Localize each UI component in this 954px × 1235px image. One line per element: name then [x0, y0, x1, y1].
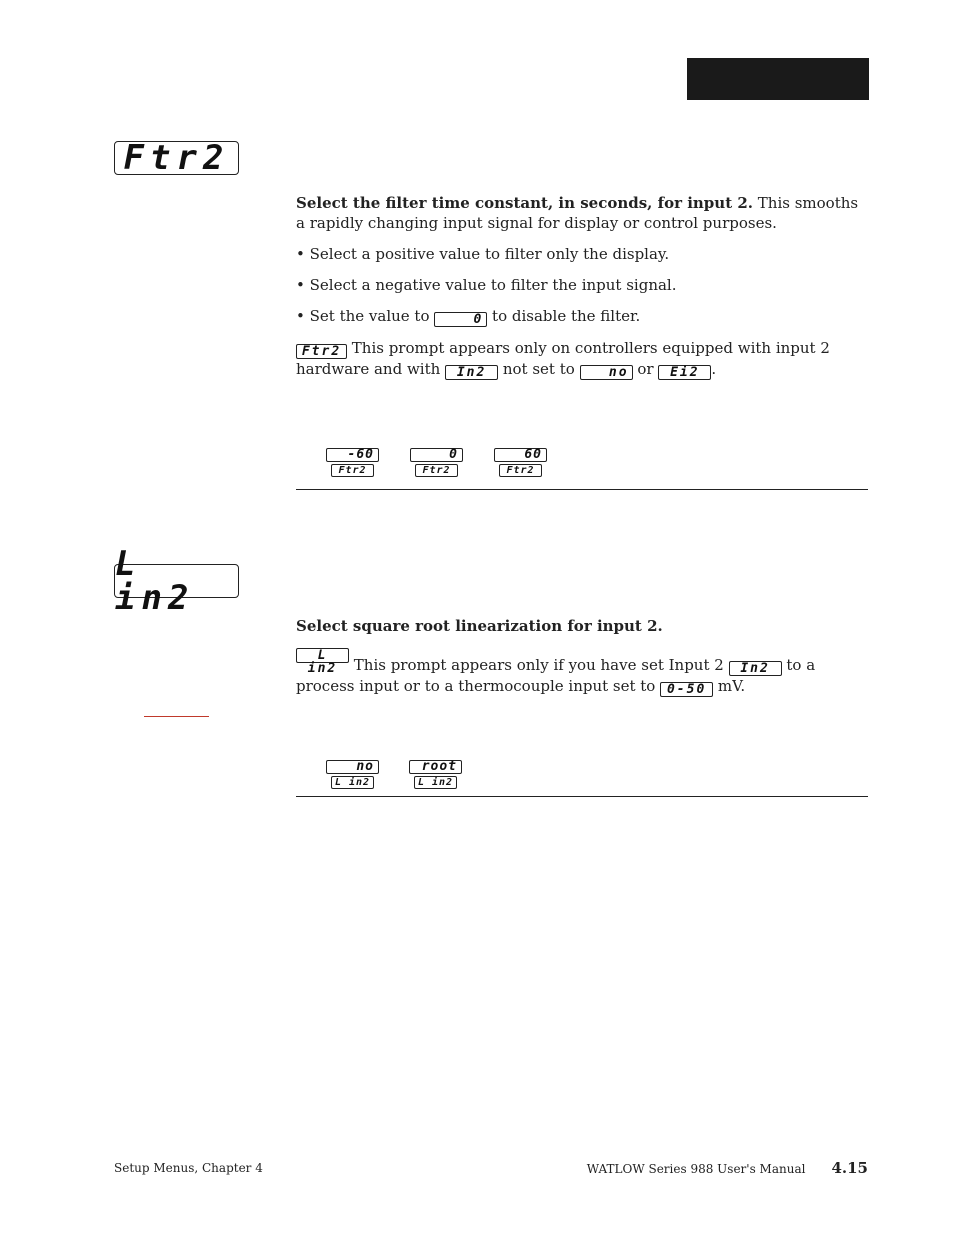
zero-value-display: 0 [434, 312, 487, 327]
ftr2-note-text3: or [637, 360, 654, 378]
example-bottom-display: L in2 [414, 776, 457, 789]
example-bottom-display: Ftr2 [415, 464, 458, 477]
ftr2-example-1 [326, 448, 379, 477]
ftr2-example-3 [494, 448, 547, 477]
footer-chapter: Setup Menus, Chapter 4 [114, 1161, 263, 1175]
lin2-display: L in2 [114, 564, 239, 598]
bullet-zero-pre: • Set the value to [296, 307, 430, 325]
footer-right [587, 1159, 868, 1177]
ftr2-intro [296, 193, 868, 233]
ftr2-example-2 [410, 448, 463, 477]
lin2-description [296, 616, 868, 697]
in2-display: In2 [445, 365, 498, 380]
lin2-note [296, 648, 868, 697]
ftr2-note [296, 338, 868, 380]
lin2-intro-bold: Select square root linearization for input 2. [296, 617, 663, 635]
lin2-note-text1: This prompt appears only if you have set Input 2 [353, 656, 724, 674]
lin2-note-text2: to a process input or to a thermocouple input set to [296, 656, 816, 695]
ftr2-bullet-zero [296, 306, 868, 327]
bullet-zero-post: to disable the filter. [492, 307, 641, 325]
lin2-example-2 [409, 760, 462, 789]
example-top-display: no [326, 760, 379, 774]
footer-manual-title: WATLOW Series 988 User's Manual [586, 1162, 806, 1176]
lin2-note-text3: mV. [717, 677, 746, 695]
example-top-display: root [409, 760, 462, 774]
lin2-example-1 [326, 760, 379, 789]
example-top-display: 60 [494, 448, 547, 462]
red-rule [144, 716, 209, 717]
ftr2-intro-rest: This smooths a rapidly changing input signal for display or control purposes. [296, 194, 859, 232]
ftr2-description [296, 193, 868, 380]
lin2-note-display: L in2 [296, 648, 349, 663]
page-number: 4.15 [831, 1159, 868, 1177]
ftr2-bullet-negative: • Select a negative value to filter the input signal. [296, 276, 677, 294]
no-display: no [580, 365, 633, 380]
section-divider [296, 489, 868, 490]
section-divider [296, 796, 868, 797]
ftr2-note-text2: not set to [502, 360, 575, 378]
ftr2-note-text1: This prompt appears only on controllers equipped with input 2 hardware and with [296, 339, 830, 378]
range-display: 0-50 [660, 682, 713, 697]
ftr2-bullet-positive: • Select a positive value to filter only the display. [296, 245, 670, 263]
ftr2-note-display: Ftr2 [296, 344, 347, 359]
chapter-tab [687, 58, 869, 100]
example-bottom-display: Ftr2 [331, 464, 374, 477]
ftr2-display: Ftr2 [114, 141, 239, 175]
example-bottom-display: Ftr2 [499, 464, 542, 477]
in2-display: In2 [729, 661, 782, 676]
ei2-display: Ei2 [658, 365, 711, 380]
ftr2-intro-bold: Select the filter time constant, in seconds, for input 2. [296, 194, 754, 212]
example-top-display: 0 [410, 448, 463, 462]
lin2-intro [296, 616, 868, 636]
example-top-display: -60 [326, 448, 379, 462]
ftr2-note-text4: . [711, 360, 717, 378]
example-bottom-display: L in2 [331, 776, 374, 789]
